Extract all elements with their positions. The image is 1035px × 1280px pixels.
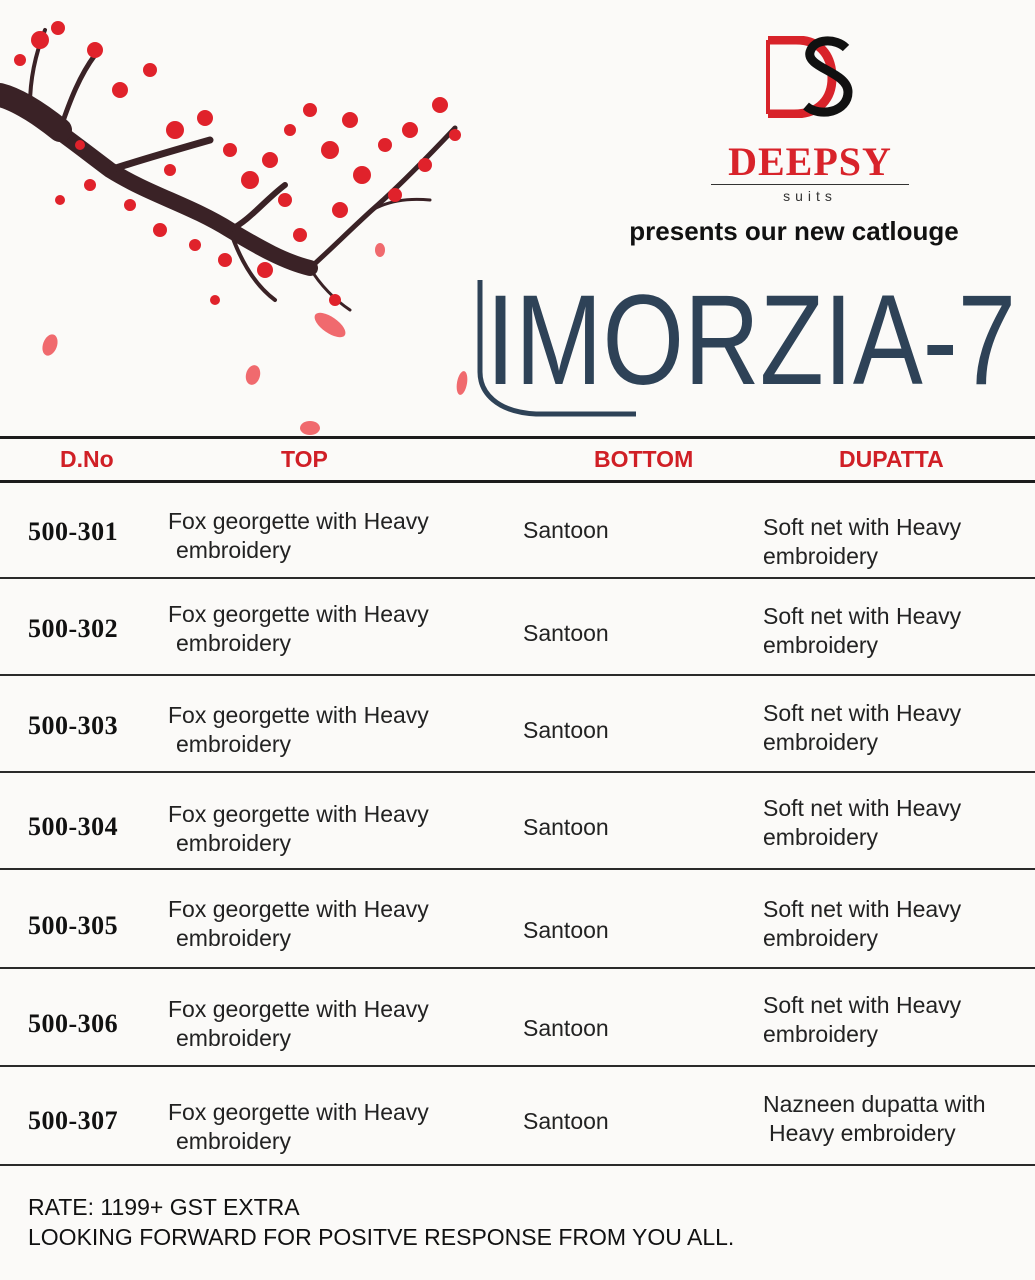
row-divider xyxy=(0,577,1035,579)
table-row xyxy=(0,483,1035,579)
top-fabric-line2: embroidery xyxy=(176,537,292,563)
top-fabric-line2: embroidery xyxy=(176,830,292,856)
deepsy-monogram-logo xyxy=(762,36,858,118)
design-number: 500-307 xyxy=(28,1106,119,1135)
dupatta-line1: Nazneen dupatta with xyxy=(763,1091,986,1117)
top-fabric xyxy=(168,600,488,658)
top-fabric-line1: Fox georgette with Heavy xyxy=(168,601,429,627)
header-dupatta: DUPATTA xyxy=(839,446,944,472)
header-bottom: BOTTOM xyxy=(594,446,694,472)
top-fabric-line1: Fox georgette with Heavy xyxy=(168,508,429,534)
dupatta-line2: embroidery xyxy=(763,632,879,658)
presents-tagline: presents our new catlouge xyxy=(629,216,959,246)
top-fabric xyxy=(168,701,488,759)
top-fabric xyxy=(168,995,488,1053)
rate-text: RATE: 1199+ GST EXTRA xyxy=(28,1194,300,1220)
bottom-fabric: Santoon xyxy=(523,620,609,646)
brand-subtitle: suits xyxy=(783,188,837,204)
table-row xyxy=(0,774,1035,870)
top-fabric xyxy=(168,895,488,953)
design-number: 500-305 xyxy=(28,911,119,940)
bottom-fabric: Santoon xyxy=(523,814,609,840)
dupatta-fabric xyxy=(763,1090,1023,1148)
dupatta-fabric xyxy=(763,513,1023,571)
dupatta-line1: Soft net with Heavy xyxy=(763,700,962,726)
design-number: 500-302 xyxy=(28,614,119,643)
top-fabric-line2: embroidery xyxy=(176,925,292,951)
top-fabric-line2: embroidery xyxy=(176,630,292,656)
top-fabric-line1: Fox georgette with Heavy xyxy=(168,801,429,827)
row-divider xyxy=(0,1164,1035,1166)
dupatta-line2: Heavy embroidery xyxy=(769,1120,956,1146)
row-divider xyxy=(0,868,1035,870)
brand-name: DEEPSY xyxy=(728,139,892,184)
design-number: 500-301 xyxy=(28,517,119,546)
top-fabric xyxy=(168,1098,488,1156)
dupatta-line2: embroidery xyxy=(763,543,879,569)
header-top: TOP xyxy=(281,446,328,472)
row-divider xyxy=(0,674,1035,676)
table-row xyxy=(0,580,1035,676)
top-fabric-line1: Fox georgette with Heavy xyxy=(168,702,429,728)
dupatta-line2: embroidery xyxy=(763,1021,879,1047)
top-fabric-line2: embroidery xyxy=(176,1025,292,1051)
dupatta-line2: embroidery xyxy=(763,824,879,850)
bottom-fabric: Santoon xyxy=(523,717,609,743)
dupatta-fabric xyxy=(763,602,1023,660)
design-number: 500-303 xyxy=(28,711,119,740)
top-fabric-line2: embroidery xyxy=(176,1128,292,1154)
cherry-blossom-illustration xyxy=(0,0,480,440)
table-row xyxy=(0,971,1035,1067)
dupatta-fabric xyxy=(763,794,1023,852)
top-fabric xyxy=(168,800,488,858)
footer-notes xyxy=(28,1192,734,1252)
bottom-fabric: Santoon xyxy=(523,917,609,943)
top-fabric-line1: Fox georgette with Heavy xyxy=(168,896,429,922)
design-number: 500-306 xyxy=(28,1009,119,1038)
row-divider xyxy=(0,967,1035,969)
table-row xyxy=(0,677,1035,773)
top-fabric-line1: Fox georgette with Heavy xyxy=(168,996,429,1022)
dupatta-line1: Soft net with Heavy xyxy=(763,992,962,1018)
dupatta-line1: Soft net with Heavy xyxy=(763,896,962,922)
top-fabric-line2: embroidery xyxy=(176,731,292,757)
table-top-rule xyxy=(0,436,1035,439)
bottom-fabric: Santoon xyxy=(523,1015,609,1041)
catalog-title xyxy=(466,262,1026,426)
top-fabric-line1: Fox georgette with Heavy xyxy=(168,1099,429,1125)
brand-divider xyxy=(711,184,909,185)
dupatta-fabric xyxy=(763,991,1023,1049)
dupatta-fabric xyxy=(763,699,1023,757)
closing-message: LOOKING FORWARD FOR POSITVE RESPONSE FROM YOU ALL. xyxy=(28,1224,735,1250)
dupatta-line2: embroidery xyxy=(763,729,879,755)
row-divider xyxy=(0,771,1035,773)
design-number: 500-304 xyxy=(28,812,119,841)
bottom-fabric: Santoon xyxy=(523,1108,609,1134)
table-row xyxy=(0,1070,1035,1166)
dupatta-line2: embroidery xyxy=(763,925,879,951)
dupatta-line1: Soft net with Heavy xyxy=(763,514,962,540)
dupatta-line1: Soft net with Heavy xyxy=(763,795,962,821)
table-row xyxy=(0,873,1035,969)
top-fabric xyxy=(168,507,488,565)
catalog-title-text: IMORZIA-7 xyxy=(486,269,1016,412)
dupatta-line1: Soft net with Heavy xyxy=(763,603,962,629)
bottom-fabric: Santoon xyxy=(523,517,609,543)
header-dno: D.No xyxy=(60,446,114,472)
row-divider xyxy=(0,1065,1035,1067)
dupatta-fabric xyxy=(763,895,1023,953)
